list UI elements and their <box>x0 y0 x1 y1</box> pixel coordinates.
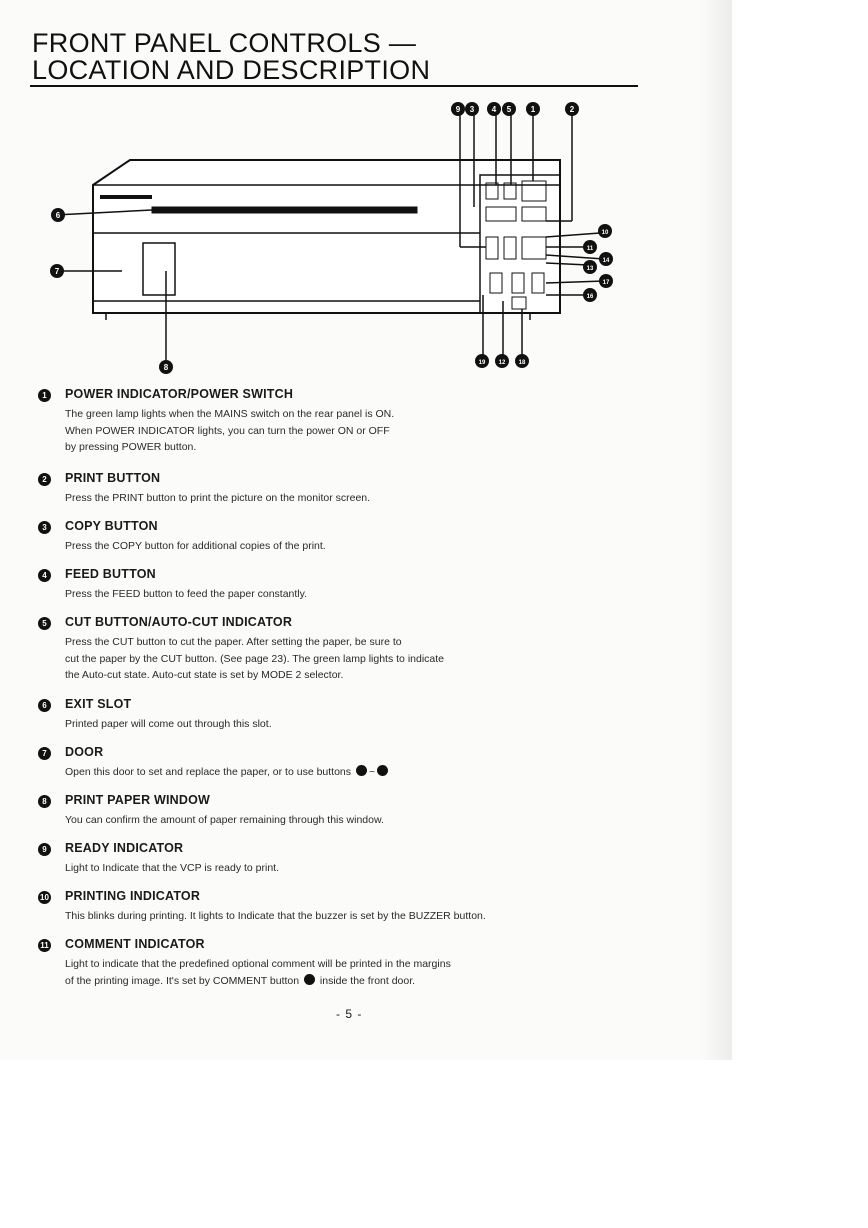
callout-label: 11 <box>586 246 594 252</box>
callout-label: 14 <box>602 258 610 264</box>
item-number-badge: 2 <box>38 473 51 486</box>
item-description: Press the CUT button to cut the paper. After setting the paper, be sure to cut the paper by the CUT button. (See page 23). The green lamp lights to indicate the Auto-cut state. Auto-cut state is set by MODE 2 selector. <box>65 636 445 681</box>
page-shadow <box>700 0 732 1060</box>
callout-label: 10 <box>601 230 609 236</box>
item-description: Light to Indicate that the VCP is ready to print. <box>65 862 280 874</box>
callout-15-icon <box>304 974 315 985</box>
callout-label: 19 <box>478 360 486 366</box>
item-heading: DOOR <box>65 745 104 759</box>
item-number-badge: 6 <box>38 699 51 712</box>
item-description: This blinks during printing. It lights to Indicate that the buzzer is set by the BUZZER button. <box>65 910 486 922</box>
item-heading: READY INDICATOR <box>65 841 184 855</box>
callout-label: 8 <box>163 363 169 372</box>
item-number-badge: 5 <box>38 617 51 630</box>
item-description: You can confirm the amount of paper remaining through this window. <box>65 814 384 826</box>
item-heading: EXIT SLOT <box>65 697 132 711</box>
item-number-badge: 11 <box>38 939 51 952</box>
item-heading: CUT BUTTON/AUTO-CUT INDICATOR <box>65 615 293 629</box>
item-heading: PRINT BUTTON <box>65 471 161 485</box>
callout-20-icon <box>377 765 388 776</box>
item-heading: PRINTING INDICATOR <box>65 889 201 903</box>
callout-label: 18 <box>518 360 526 366</box>
title-underline <box>30 85 638 87</box>
page-title <box>32 30 430 84</box>
item-number-badge: 10 <box>38 891 51 904</box>
callout-label: 4 <box>491 105 497 114</box>
item-description: Light to indicate that the predefined optional comment will be printed in the margins of the printing image. It's set by COMMENT button inside the front door. <box>65 958 451 987</box>
page-number: - 5 - <box>336 1007 363 1021</box>
item-description: Printed paper will come out through this slot. <box>65 718 272 730</box>
item-number-badge: 8 <box>38 795 51 808</box>
item-description: Press the COPY button for additional copies of the print. <box>65 540 326 552</box>
item-description: Press the FEED button to feed the paper constantly. <box>65 588 308 600</box>
callout-label: 3 <box>469 105 475 114</box>
callout-label: 13 <box>586 266 594 272</box>
item-description: Press the PRINT button to print the picture on the monitor screen. <box>65 492 371 504</box>
callout-label: 5 <box>506 105 512 114</box>
title-line-1: FRONT PANEL CONTROLS — <box>32 28 417 58</box>
callout-13-icon <box>356 765 367 776</box>
item-number-badge: 3 <box>38 521 51 534</box>
callout-label: 16 <box>586 294 594 300</box>
callout-label: 2 <box>569 105 575 114</box>
item-heading: PRINT PAPER WINDOW <box>65 793 211 807</box>
item-heading: FEED BUTTON <box>65 567 156 581</box>
callout-label: 1 <box>530 105 536 114</box>
item-heading: COMMENT INDICATOR <box>65 937 205 951</box>
callout-label: 12 <box>498 360 506 366</box>
item-heading: POWER INDICATOR/POWER SWITCH <box>65 387 294 401</box>
item-number-badge: 9 <box>38 843 51 856</box>
item-description: Open this door to set and replace the paper, or to use buttons ~ <box>65 764 645 781</box>
callout-label: 7 <box>54 267 60 276</box>
item-heading: COPY BUTTON <box>65 519 158 533</box>
callout-label: 9 <box>455 105 461 114</box>
callout-label: 17 <box>602 280 610 286</box>
front-panel-diagram <box>0 95 660 385</box>
item-number-badge: 4 <box>38 569 51 582</box>
item-description: The green lamp lights when the MAINS switch on the rear panel is ON. When POWER INDICATOR lights, you can turn the power ON or OFF by pressing POWER button. <box>65 408 395 453</box>
title-line-2: LOCATION AND DESCRIPTION <box>32 55 431 85</box>
item-number-badge: 1 <box>38 389 51 402</box>
callout-label: 6 <box>55 211 61 220</box>
item-number-badge: 7 <box>38 747 51 760</box>
